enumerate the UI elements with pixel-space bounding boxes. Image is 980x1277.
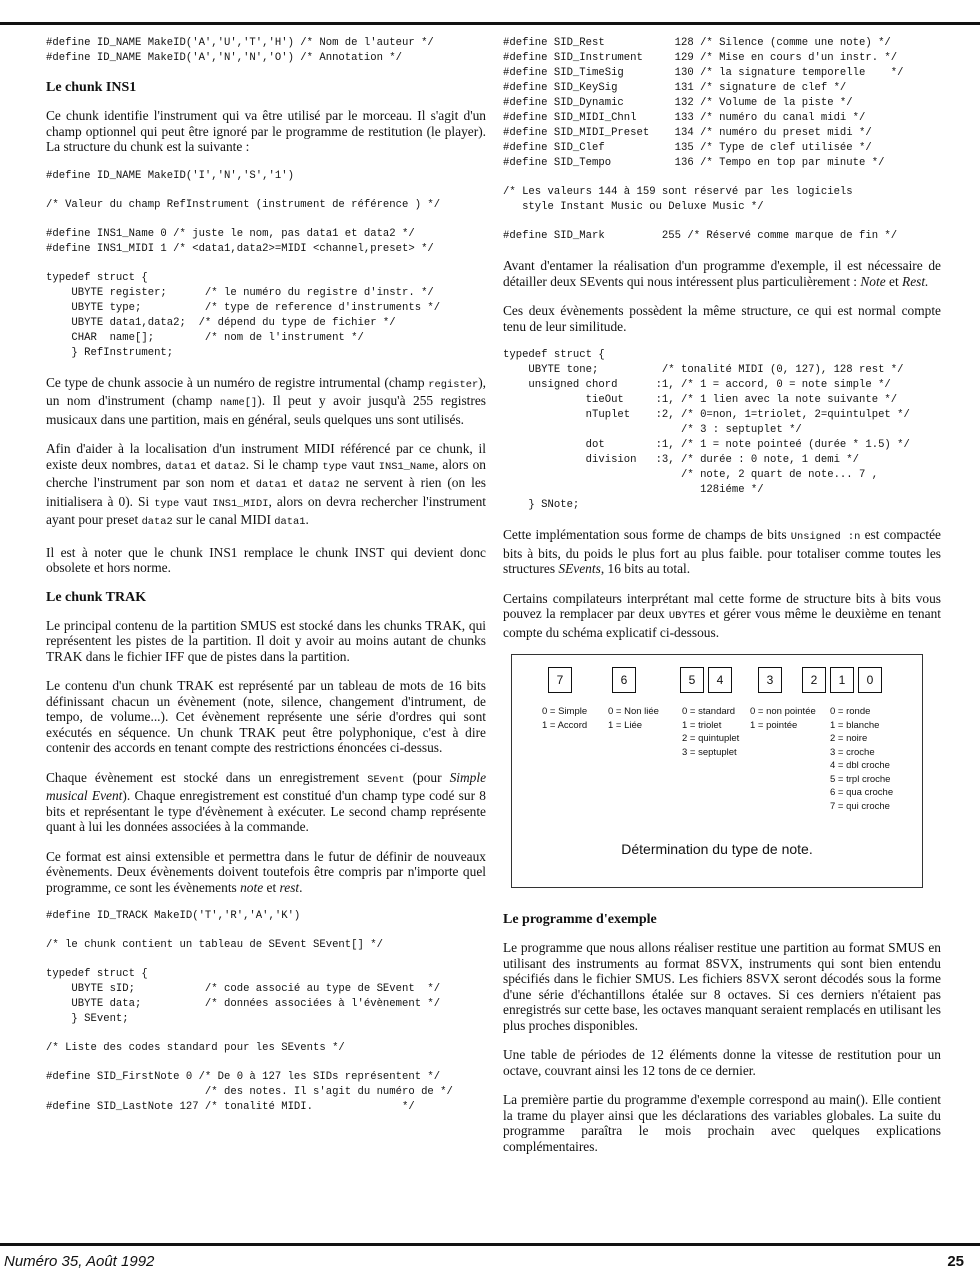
code-sevent-array-comment: /* le chunk contient un tableau de SEvent SEvent[] */ xyxy=(46,939,383,951)
paragraph-sevent: Chaque évènement est stocké dans un enregistrement SEvent (pour Simple musical Event). Chaque enregistrement est constitué d'un champ type codé sur 8 bits et représentant le type d'évènement à exécuter. Le second champ représente quant à lui les données associées à la commande. xyxy=(46,769,487,834)
legend-dot: 0 = non pointée 1 = pointée xyxy=(750,706,816,731)
bit-box-2: 2 xyxy=(802,667,826,693)
paragraph-main-part: La première partie du programme d'exemple correspond au main(). Elle contient la trame du player ainsi que les déclarations des variables globales. La suite du programme paraîtra le mois prochain avec quelques explications complémentaires. xyxy=(503,1092,941,1154)
right-column xyxy=(503,36,941,1168)
code-sid-notes: #define SID_FirstNote 0 /* De 0 à 127 les SIDs représentent */ /* des notes. Il s'agit du numéro de */ #define SID_LastNote 127 /* tonalité MIDI. */ xyxy=(46,1071,453,1113)
bit-box-0: 0 xyxy=(858,667,882,693)
bit-box-5: 5 xyxy=(680,667,704,693)
footer-issue: Numéro 35, Août 1992 xyxy=(4,1253,155,1270)
paragraph-register: Ce type de chunk associe à un numéro de registre intrumental (champ register), un nom d'instrument (champ name[]). Il peut y avoir jusqu'à 255 registres musicaux dans une partition, mais en général, seuls quelques uns sont utilisés. xyxy=(46,374,487,427)
code-ins1-id: #define ID_NAME MakeID('I','N','S','1') xyxy=(46,169,294,182)
code-reserved-comment: /* Les valeurs 144 à 159 sont réservé par les logiciels style Instant Music ou Deluxe Music */ xyxy=(503,186,853,213)
code-refinstrument-comment: /* Valeur du champ RefInstrument (instrument de référence ) */ xyxy=(46,198,441,211)
bit-box-4: 4 xyxy=(708,667,732,693)
paragraph-ins1-obsolete: Il est à noter que le chunk INS1 remplace le chunk INST qui devient donc obsolete et hors norme. xyxy=(46,544,486,575)
note-type-figure xyxy=(511,654,923,888)
paragraph-intro-example: Avant d'entamer la réalisation d'un programme d'exemple, il est nécessaire de détailler deux SEvents qui nous intéressent plus particulièrement : Note et Rest. xyxy=(503,258,941,289)
bit-box-7: 7 xyxy=(548,667,572,693)
legend-tuplet: 0 = standard 1 = triolet 2 = quintuplet 3 = septuplet xyxy=(682,706,740,758)
heading-trak: Le chunk TRAK xyxy=(46,589,147,605)
left-column xyxy=(46,36,486,1129)
heading-ins1: Le chunk INS1 xyxy=(46,80,137,95)
paragraph-bitfields: Cette implémentation sous forme de champs de bits Unsigned :n est compactée bits à bits, du poids le plus fort au plus faible. pour totaliser comme toutes les structures SEvents, 16 bits au total. xyxy=(503,527,941,576)
legend-tie: 0 = Non liée 1 = Liée xyxy=(608,706,659,731)
top-rule xyxy=(0,22,980,25)
paragraph-period-table: Une table de périodes de 12 éléments donne la vitesse de restitution pour un octave, couvrant ainsi les 12 tons de ce dernier. xyxy=(503,1047,941,1078)
paragraph-extensible: Ce format est ainsi extensible et permettra dans le futur de définir de nouveaux évènements. Deux évènements doivent toutefois être compris par n'importe quel programme, ce sont les évènements note et rest. xyxy=(46,848,486,895)
legend-chord: 0 = Simple 1 = Accord xyxy=(542,706,588,731)
legend-division: 0 = ronde 1 = blanche 2 = noire 3 = croche 4 = dbl croche 5 = trpl croche 6 = qua croche 7 = qui croche xyxy=(830,706,894,812)
bit-group-division xyxy=(802,667,886,693)
paragraph-midi: Afin d'aider à la localisation d'un instrument MIDI référencé par ce chunk, il existe deux nombres, data1 et data2. Si le champ type vaut INS1_Name, alors on cherche l'instrument par son nom et data1 et data2 ne servent à rien (on les initialisera à 0). Si type vaut INS1_MIDI, alors on devra rechercher l'instrument ayant pour preset data2 sur le canal MIDI data1. xyxy=(46,441,487,528)
paragraph-same-structure: Ces deux évènements possèdent la même structure, ce qui est normal compte tenu de leur similitude. xyxy=(503,303,941,334)
heading-example-program: Le programme d'exemple xyxy=(503,912,657,927)
bit-box-3: 3 xyxy=(758,667,782,693)
code-ins1-defines: #define INS1_Name 0 /* juste le nom, pas data1 et data2 */ #define INS1_MIDI 1 /* <data1,data2>=MIDI <channel,preset> */ xyxy=(46,227,434,255)
paragraph-trak-content: Le contenu d'un chunk TRAK est représenté par un tableau de mots de 16 bits définissant chacun un évènement (note, silence, changement d'intrument, de tempo, de volume...). Cet évènement représente une série d'ordres qui sont exécutés en séquence. Un chunk TRAK peut être polyphonique, c'est à dire contenir des accords en tenant compte des restrictions énoncées ci-dessus. xyxy=(46,678,486,755)
code-sevent-struct: typedef struct { UBYTE sID; /* code associé au type de SEvent */ UBYTE data; /* données associées à l'évènement */ } SEvent; xyxy=(46,968,441,1025)
bit-group-chord xyxy=(548,667,576,693)
bit-box-6: 6 xyxy=(612,667,636,693)
page-number: 25 xyxy=(947,1253,964,1270)
code-track-id: #define ID_TRACK MakeID('T','R','A','K') xyxy=(46,910,301,922)
bit-group-dot xyxy=(758,667,786,693)
bit-box-1: 1 xyxy=(830,667,854,693)
bit-group-tie xyxy=(612,667,640,693)
figure-caption: Détermination du type de note. xyxy=(621,841,813,857)
code-snote-struct: typedef struct { UBYTE tone; /* tonalité MIDI (0, 127), 128 rest */ unsigned chord :1, /* 1 = accord, 0 = note simple */ tieOut :1, /* 1 lien avec la note suivante */ nTuplet :2, /* 0=non, 1=triolet, 2=quintulpet */ /* 3 : septuplet */ dot :1, /* 1 = note pointeé (durée * 1.5) */ division :3, /* durée : 0 note, 1 demi */ /* note, 2 quart de note... 7 , 128iéme */ } SNote; xyxy=(503,349,910,511)
code-sid-mark: #define SID_Mark 255 /* Réservé comme marque de fin */ xyxy=(503,230,898,242)
code-auth-anno: #define ID_NAME MakeID('A','U','T','H') /* Nom de l'auteur */ #define ID_NAME MakeID('A','N','N','O') /* Annotation */ xyxy=(46,37,434,64)
paragraph-compilers: Certains compilateurs interprétant mal cette forme de structure bits à bits vous pouvez la remplacer par deux UBYTEs et gérer vous même le deuxième en tenant compte du schéma explicatif ci-dessous. xyxy=(503,590,941,640)
paragraph-trak-intro: Le principal contenu de la partition SMUS est stocké dans les chunks TRAK, qui représentent les pistes de la partition. Il doit y avoir au moins autant de chunks TRAK dans le fichier IFF que de pistes dans la partition. xyxy=(46,617,486,664)
code-refinstrument-struct: typedef struct { UBYTE register; /* le numéro du registre d'instr. */ UBYTE type; /* type de reference d'instruments */ UBYTE data1,data2; /* dépend du type de fichier */ CHAR name[]; /* nom de l'instrument */ } RefInstrument; xyxy=(46,271,441,359)
bit-group-tuplet xyxy=(680,667,736,693)
code-sid-defines: #define SID_Rest 128 /* Silence (comme une note) */ #define SID_Instrument 129 /* Mise en cours d'un instr. */ #define SID_TimeSig 130 /* la signature temporelle */ #define SID_KeySig 131 /* signature de clef */ #define SID_Dynamic 132 /* Volume de la piste */ #define SID_MIDI_Chnl 133 /* numéro du canal midi */ #define SID_MIDI_Preset 134 /* numéro du preset midi */ #define SID_Clef 135 /* Type de clef utilisée */ #define SID_Tempo 136 /* Tempo en top par minute */ xyxy=(503,37,904,169)
paragraph-ins1-intro: Ce chunk identifie l'instrument qui va être utilisé par le morceau. Il s'agit d'un champ optionnel qui peut être ignoré par le programme de restitution (le player). La structure du chunk est la suivante : xyxy=(46,108,486,154)
bottom-rule xyxy=(0,1243,980,1246)
paragraph-program-desc: Le programme que nous allons réaliser restitue une partition au format SMUS en utilisant des instruments au format 8SVX, instruments qui sont bien entendu spécifiés dans le fichier SMUS. Les fichiers 8SVX seront décodés sous la forme d'une série d'échantillons étalée sur 8 octaves. Si ces derniers n'étaient pas enregistrés sur cette base, les octaves manquant seraient remplacés en utilisant les plus proches disponibles. xyxy=(503,940,942,1033)
code-sid-list-comment: /* Liste des codes standard pour les SEvents */ xyxy=(46,1042,345,1054)
